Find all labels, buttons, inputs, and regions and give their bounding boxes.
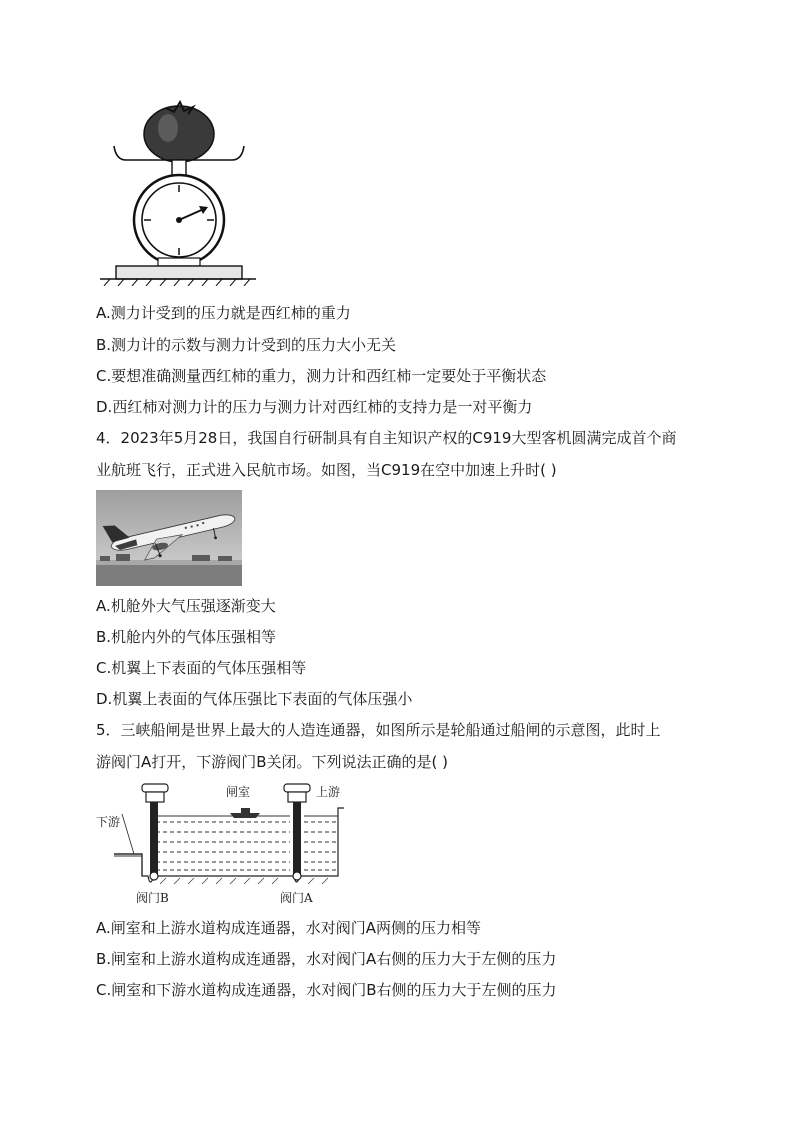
q3-option-c: C.要想准确测量西红柿的重力，测力计和西红柿一定要处于平衡状态 (96, 367, 547, 385)
label-valve-b: 阀门B (136, 891, 169, 905)
q5-option-c: C.闸室和下游水道构成连通器，水对阀门B右侧的压力大于左侧的压力 (96, 981, 557, 999)
q5-option-b: B.闸室和上游水道构成连通器，水对阀门A右侧的压力大于左侧的压力 (96, 950, 557, 968)
q5-stem-line2: 游阀门A打开，下游阀门B关闭。下列说法正确的是( ) (96, 753, 449, 771)
ship (230, 813, 260, 818)
q5-option-a: A.闸室和上游水道构成连通器，水对阀门A两侧的压力相等 (96, 919, 482, 937)
q4-option-b: B.机舱内外的气体压强相等 (96, 628, 277, 646)
chamber-water (156, 822, 290, 870)
label-chamber: 闸室 (226, 785, 251, 799)
scale-base (116, 266, 242, 279)
tomato (144, 106, 214, 162)
label-downstream: 下游 (96, 815, 121, 829)
q4-stem-line2: 业航班飞行，正式进入民航市场。如图，当C919在空中加速上升时( ) (96, 461, 557, 479)
q5-stem-line1: 5．三峡船闸是世界上最大的人造连通器，如图所示是轮船通过船闸的示意图，此时上 (96, 721, 661, 739)
airplane-photo (96, 490, 242, 586)
label-upstream: 上游 (316, 785, 341, 799)
q3-option-b: B.测力计的示数与测力计受到的压力大小无关 (96, 336, 397, 354)
q4-stem-line1: 4．2023年5月28日，我国自行研制具有自主知识产权的C919大型客机圆满完成首个商 (96, 429, 677, 447)
q3-option-a: A.测力计受到的压力就是西红柿的重力 (96, 304, 351, 322)
q4-option-d: D.机翼上表面的气体压强比下表面的气体压强小 (96, 690, 413, 708)
q4-option-a: A.机舱外大气压强逐渐变大 (96, 597, 276, 615)
label-valve-a: 阀门A (280, 891, 313, 905)
q3-option-d: D.西红柿对测力计的压力与测力计对西红柿的支持力是一对平衡力 (96, 398, 533, 416)
tomato-scale-figure (96, 96, 266, 286)
ship-lock-diagram (94, 780, 350, 908)
q4-option-c: C.机翼上下表面的气体压强相等 (96, 659, 307, 677)
